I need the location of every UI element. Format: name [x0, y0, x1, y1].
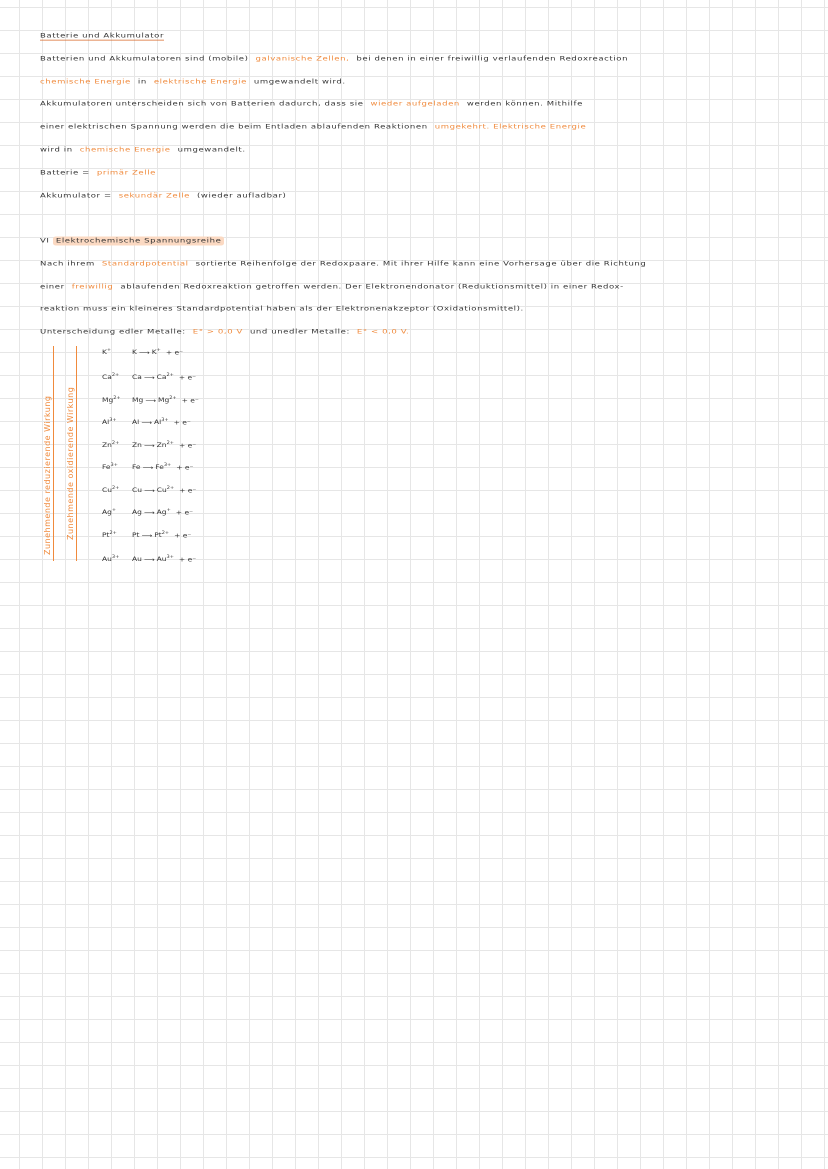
ion: [102, 373, 132, 381]
text-segment: Unterscheidung edler Metalle:: [40, 328, 186, 336]
product: Zn: [156, 441, 167, 449]
electron: + e⁻: [173, 418, 191, 426]
ion: [102, 508, 132, 516]
reaction-arrow-icon: ⟶: [143, 441, 155, 449]
product: Fe: [155, 463, 164, 471]
product-charge: 3+: [163, 462, 172, 468]
reaction-arrow-icon: ⟶: [141, 418, 152, 426]
heading-text: Elektrochemische Spannungsreihe: [53, 237, 225, 246]
ion-symbol: Mg: [102, 396, 114, 404]
product: Al: [153, 418, 162, 426]
ion: [102, 348, 132, 356]
electron: + e⁻: [178, 373, 197, 381]
text-segment: wird in: [40, 146, 73, 154]
ion-charge: 2+: [111, 440, 120, 446]
highlight-text: elektrische Energie: [153, 78, 247, 86]
product: Pt: [154, 531, 162, 539]
ion-symbol: Ca: [102, 373, 112, 381]
text-line: [40, 192, 293, 200]
ion: [102, 418, 132, 426]
section-number: VI: [40, 237, 50, 245]
ion-charge: 3+: [109, 417, 117, 423]
text-segment: bei denen in einer freiwillig verlaufenden Redoxreaction: [356, 55, 629, 63]
product: Cu: [156, 486, 167, 494]
text-line: [40, 328, 416, 336]
reaction-arrow-icon: ⟶: [141, 531, 153, 539]
ion-charge: 2+: [113, 395, 121, 401]
electron: + e⁻: [178, 441, 197, 449]
product: Ca: [156, 373, 167, 381]
ion: [102, 441, 132, 449]
up-arrow-line: [53, 346, 54, 561]
ion-symbol: Zn: [102, 441, 112, 449]
redox-row: [102, 396, 199, 404]
text-segment: Batterien und Akkumulatoren sind (mobile): [40, 55, 249, 63]
product: Au: [156, 555, 167, 563]
electron: + e⁻: [178, 555, 197, 563]
product-charge: 2+: [169, 395, 177, 401]
text-segment: Akkumulator =: [40, 192, 112, 200]
product-charge: 3+: [166, 554, 174, 560]
metal: Fe: [132, 463, 141, 471]
reaction-arrow-icon: ⟶: [143, 555, 155, 563]
reaction-arrow-icon: ⟶: [145, 396, 156, 404]
text-line: [40, 305, 531, 313]
highlight-text: freiwillig: [71, 283, 114, 291]
text-segment: umgewandelt wird.: [253, 78, 346, 86]
product: K: [151, 348, 157, 356]
ion-charge: +: [106, 347, 112, 353]
text-line: [40, 169, 163, 177]
ion-charge: 2+: [109, 530, 117, 536]
ion-symbol: Ag: [102, 508, 112, 516]
reaction-arrow-icon: ⟶: [142, 463, 154, 471]
text-segment: werden können. Mithilfe: [466, 100, 583, 108]
product-charge: +: [156, 347, 161, 353]
electron: + e⁻: [179, 486, 197, 494]
highlight-text: E° > 0,0 V: [192, 328, 243, 336]
ion-symbol: Fe: [102, 463, 111, 471]
text-segment: Nach ihrem: [40, 260, 95, 268]
highlight-text: chemische Energie: [40, 78, 131, 86]
electron: + e⁻: [174, 531, 192, 539]
ion-charge: +: [111, 507, 117, 513]
metal: K: [132, 348, 137, 356]
redox-row: [102, 508, 193, 516]
reaction-arrow-icon: ⟶: [138, 348, 150, 356]
text-segment: Akkumulatoren unterscheiden sich von Batterien dadurch, dass sie: [40, 100, 364, 108]
down-arrow-line: [76, 346, 77, 561]
text-line: [40, 260, 653, 268]
metal: Ag: [132, 508, 142, 516]
ion: [102, 531, 132, 539]
ion-symbol: Pt: [102, 531, 110, 539]
text-segment: sortierte Reihenfolge der Redoxpaare. Mit ihrer Hilfe kann eine Vorhersage über die Richtung: [195, 260, 647, 268]
ion: [102, 396, 132, 404]
redox-row: [102, 531, 191, 539]
ion-symbol: Au: [102, 555, 112, 563]
product-charge: 2+: [161, 530, 170, 536]
redox-row: [102, 555, 196, 563]
metal: Al: [132, 418, 140, 426]
text-line: [40, 100, 590, 108]
reaction-arrow-icon: ⟶: [143, 373, 155, 381]
highlight-text: chemische Energie: [79, 146, 171, 154]
highlight-text: primär Zelle: [96, 169, 157, 177]
text-segment: umgewandelt.: [177, 146, 246, 154]
redox-row: [102, 486, 196, 494]
heading-text: Batterie und Akkumulator: [40, 32, 165, 40]
reducing-label: Zunehmende reduzierende Wirkung: [43, 395, 52, 555]
metal: Au: [132, 555, 142, 563]
product: Mg: [158, 396, 170, 404]
text-segment: reaktion muss ein kleineres Standardpotential haben als der Elektronenakzeptor (Oxidationsmittel).: [40, 305, 524, 313]
oxidizing-label: Zunehmende oxidierende Wirkung: [66, 386, 75, 540]
ion: [102, 555, 132, 563]
section-title-batterie: [40, 32, 164, 40]
text-segment: und unedler Metalle:: [249, 328, 350, 336]
metal: Pt: [132, 531, 140, 539]
ion-symbol: Cu: [102, 486, 112, 494]
metal: Cu: [132, 486, 142, 494]
text-segment: einer: [40, 283, 65, 291]
highlight-text: sekundär Zelle: [118, 192, 190, 200]
text-line: [40, 123, 593, 131]
product: Ag: [156, 508, 167, 516]
metal: Mg: [132, 396, 144, 404]
product-charge: 2+: [166, 485, 175, 491]
ion-symbol: Al: [102, 418, 110, 426]
ion-charge: 2+: [112, 485, 120, 491]
text-segment: (wieder aufladbar): [197, 192, 287, 200]
ion: [102, 463, 132, 471]
text-line: [40, 78, 353, 86]
text-segment: einer elektrischen Spannung werden die beim Entladen ablaufenden Reaktionen: [40, 123, 428, 131]
highlight-text: wieder aufgeladen: [370, 100, 460, 108]
ion-symbol: K: [102, 348, 107, 356]
electron: + e⁻: [176, 463, 194, 471]
reaction-arrow-icon: ⟶: [144, 486, 155, 494]
text-line: [40, 283, 631, 291]
highlight-text: umgekehrt. Elektrische Energie: [434, 123, 587, 131]
product-charge: 2+: [166, 372, 174, 378]
ion: [102, 486, 132, 494]
text-line: [40, 146, 253, 154]
text-line: [40, 55, 635, 63]
text-segment: in: [137, 78, 147, 86]
section-title-spannungsreihe: [40, 237, 224, 245]
product-charge: 2+: [166, 440, 174, 446]
ion-charge: 3+: [111, 554, 120, 560]
metal: Ca: [132, 373, 142, 381]
electron: + e⁻: [181, 396, 199, 404]
reaction-arrow-icon: ⟶: [143, 508, 155, 516]
text-segment: ablaufenden Redoxreaktion getroffen werden. Der Elektronendonator (Reduktionsmittel) in einer Redox-: [120, 283, 624, 291]
highlight-text: E° < 0,0 V.: [356, 328, 410, 336]
electron: + e⁻: [165, 348, 184, 356]
redox-row: [102, 418, 191, 426]
ion-charge: 3+: [110, 462, 118, 468]
redox-row: [102, 348, 183, 356]
highlight-text: Standardpotential: [101, 260, 189, 268]
electron: + e⁻: [175, 508, 194, 516]
ion-charge: 2+: [111, 372, 120, 378]
metal: Zn: [132, 441, 142, 449]
redox-row: [102, 463, 193, 471]
text-segment: Batterie =: [40, 169, 90, 177]
redox-row: [102, 441, 196, 449]
redox-row: [102, 373, 196, 381]
product-charge: 3+: [161, 417, 169, 423]
highlight-text: galvanische Zellen,: [255, 55, 350, 63]
product-charge: +: [166, 507, 171, 513]
